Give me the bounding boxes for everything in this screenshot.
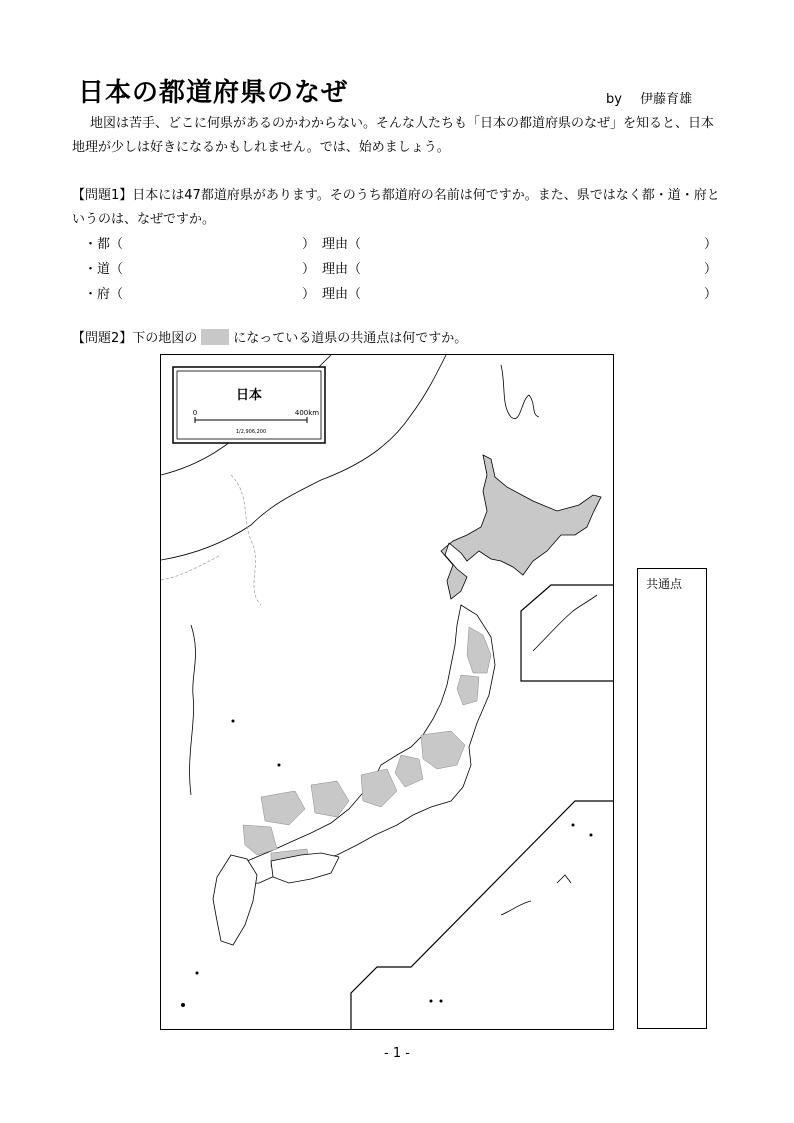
row-reason-close: ） — [704, 237, 718, 252]
question-1-text: 【問題1】日本には47都道府県があります。そのうち都道府の名前は何ですか。また、県ではなく都・道・府というのは、なぜですか。 — [72, 188, 720, 227]
author-name: 伊藤育雄 — [640, 92, 693, 107]
question-2-text — [72, 328, 467, 350]
row-reason-label: 理由（ — [322, 262, 362, 277]
answer-box[interactable] — [637, 568, 707, 1029]
row-reason-label: 理由（ — [322, 237, 362, 252]
question-2-prefix: 【問題2】下の地図の — [72, 331, 198, 346]
kyushu-shape — [213, 855, 257, 945]
japan-map — [160, 354, 614, 1030]
row-close: ） — [302, 287, 316, 302]
answer-row-do — [84, 258, 718, 278]
scale-end: 400km — [294, 409, 320, 417]
row-label: ・道（ — [84, 262, 124, 277]
row-label: ・都（ — [84, 237, 124, 252]
scale-start: 0 — [192, 409, 198, 417]
row-close: ） — [302, 237, 316, 252]
hokkaido-shape — [441, 455, 601, 599]
row-label: ・府（ — [84, 287, 124, 302]
row-close: ） — [302, 262, 316, 277]
author-prefix: by — [606, 92, 622, 107]
gray-swatch — [201, 329, 229, 345]
page-number: - 1 - — [384, 1046, 410, 1061]
japan-map-drawing — [161, 355, 614, 1030]
answer-row-fu — [84, 283, 718, 303]
answer-box-label: 共通点 — [646, 577, 683, 591]
answer-row-to — [84, 233, 718, 253]
legend-title: 日本 — [235, 388, 263, 403]
intro-paragraph: 地図は苦手、どこに何県があるのかわからない。そんな人たちも「日本の都道府県のなぜ」を知ると、日本地理が少しは好きになるかもしれません。では、始めましょう。 — [72, 116, 715, 155]
row-reason-label: 理由（ — [322, 287, 362, 302]
question-2-suffix: になっている道県の共通点は何ですか。 — [233, 331, 468, 346]
row-reason-close: ） — [704, 262, 718, 277]
row-reason-close: ） — [704, 287, 718, 302]
page-title: 日本の都道府県のなぜ — [78, 78, 349, 108]
scale-ratio: 1/2,906,200 — [235, 429, 267, 435]
author-line — [606, 88, 692, 107]
